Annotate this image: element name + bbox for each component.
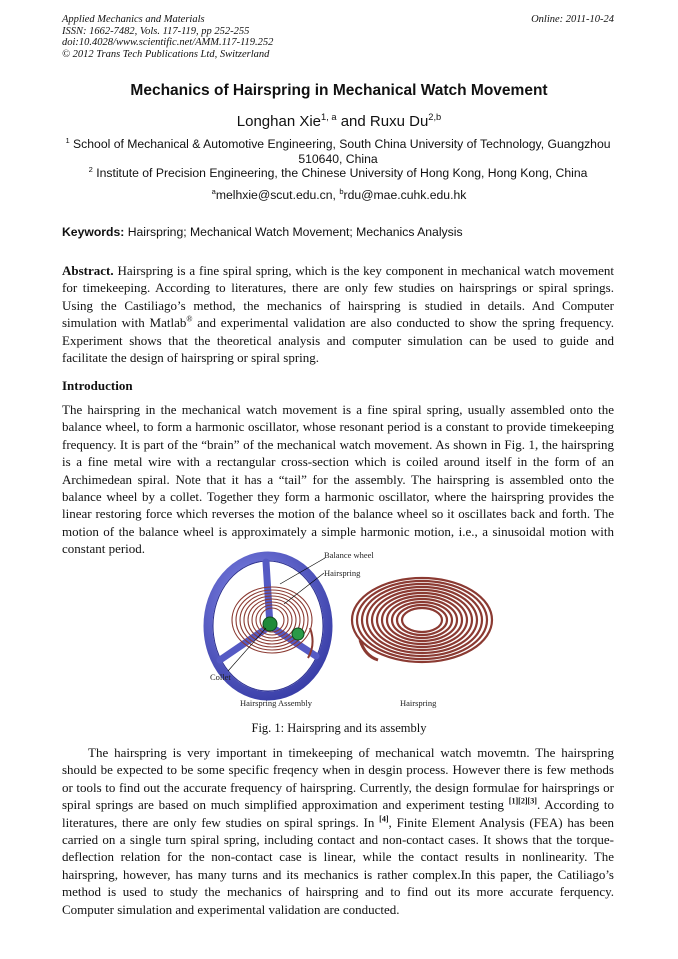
affiliation-1-num: 1 [65,135,70,145]
label-hairspring: Hairspring [324,568,361,578]
keywords-text: Hairspring; Mechanical Watch Movement; Mechanics Analysis [124,225,463,239]
online-date: Online: 2011-10-24 [531,14,614,25]
author-1-affil: 1, a [321,112,337,122]
registered-mark: ® [186,314,193,324]
journal-header [62,14,273,60]
email-b[interactable]: rdu@mae.cuhk.edu.hk [343,188,467,202]
sublabel-hairspring-assembly: Hairspring Assembly [240,698,313,708]
standalone-hairspring [352,578,492,662]
affiliation-2-num: 2 [88,164,93,174]
intro-paragraph-2 [62,744,614,918]
author-1: Longhan Xie [236,113,322,130]
intro-p2-part-a: The hairspring is very important in timekeeping of mechanical watch movemtn. The hairspring should be expected to be some specific freqency when in desgin process. However there is few methods or tools to find out the accurate frequency of hairspring. Currently, the design formulae for hairsprings or spiral springs are based on much simplified approximation and experiment testing [62,745,614,813]
label-balance-wheel: Balance wheel [324,550,374,560]
copyright-line: © 2012 Trans Tech Publications Ltd, Switzerland [62,48,270,60]
abstract-text-1: Hairspring is a fine spiral spring, which is the key component in mechanical watch movement for timekeeping. According to literatures, there are only few studies on hairsprings or spiral springs. Using the Castiliago’s method, the mechanics of hairspring is studied in details. And Computer simulation with Matlab [62,263,614,331]
sublabel-hairspring: Hairspring [400,698,437,708]
author-line [0,113,678,130]
intro-p2-part-b: . According to literatures, there are only few studies on spiral springs. In [62,797,615,830]
author-and: and [336,113,370,130]
issn-line: ISSN: 1662-7482, Vols. 117-119, pp 252-255 [62,25,250,37]
paper-title: Mechanics of Hairspring in Mechanical Watch Movement [130,82,548,99]
doi-line: doi:10.4028/www.scientific.net/AMM.117-119.252 [62,37,274,48]
email-a-sup: a [211,186,216,196]
citation-1-3: [1][2][3] [508,796,537,806]
affiliation-2-text: Institute of Precision Engineering, the Chinese University of Hong Kong, Hong Kong, China [96,166,588,180]
section-heading-introduction: Introduction [62,378,133,393]
journal-name: Applied Mechanics and Materials [62,14,205,25]
label-collet: Collet [210,672,231,682]
figure-1 [200,548,500,713]
author-2: Ruxu Du [369,113,429,130]
affiliation-2 [62,166,614,181]
affiliation-1-text: School of Mechanical & Automotive Engineering, South China University of Technology, Guangzhou 510640, China [73,137,611,166]
email-line [0,188,678,202]
author-2-affil: 2,b [428,112,442,122]
citation-4: [4] [379,814,389,824]
affiliation-1 [62,137,614,167]
email-a[interactable]: melhxie@scut.edu.cn, [215,188,340,202]
email-b-sup: b [339,186,344,196]
abstract-text-2: and experimental validation are also conducted to show the spring frequency. Experiment shows that the theoretical analysis and computer simulation can be used to guide and facilitate the design of hairspring or spiral spring. [62,315,614,366]
keywords-label: Keywords: [62,225,125,239]
intro-paragraph-1: The hairspring in the mechanical watch movement is a fine spiral spring, usually assembled onto the balance wheel, to form a harmonic oscillator, whose resonant period is a constant to provide timekeeping frequency. It is part of the “brain” of the mechanical watch movement. As shown in Fig. 1, the hairspring is a fine metal wire with a rectangular cross-section which is coiled around itself in the form of an Archimedean spiral. Note that it has a “tail” for the assembly. The hairspring is assembled onto the balance wheel by a collet. Together they form a harmonic oscillator, where the hairspring provides the linear restoring force which reverses the motion of the balance wheel so it oscillates back and forth. The motion of the balance wheel is approximately a simple harmonic motion, i.e., a sinusoidal motion with constant period. [62,402,614,557]
abstract-label: Abstract. [62,263,114,278]
figure-1-caption: Fig. 1: Hairspring and its assembly [251,721,427,735]
intro-p2-part-c: , Finite Element Analysis (FEA) has been carried on a single turn spiral spring, including contact and non-contact cases. It shows that the torque-deflection relation for the non-contact case is linear, while the contact results in nonlinearity. The hairspring, however, has many turns and its mechanics is rather complex.In this paper, the Catiliago’s method is used to study the mechanics of hairspring and to find out its more accurate ferquency. Computer simulation and experimental validation are conducted. [62,814,614,917]
abstract [62,262,614,366]
keywords [62,225,614,239]
